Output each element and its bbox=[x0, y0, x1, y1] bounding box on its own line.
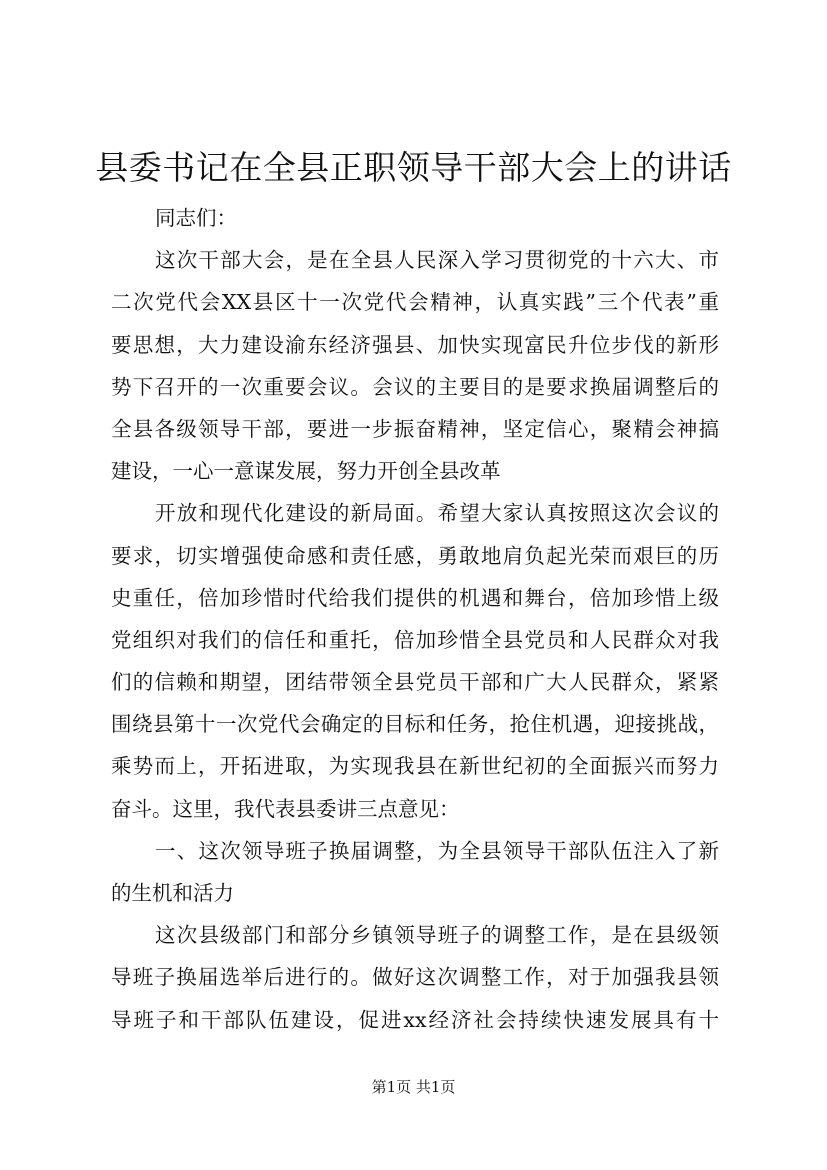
body-line: 奋斗。这里，我代表县委讲三点意见： bbox=[111, 796, 460, 821]
body-line: 开放和现代化建设的新局面。希望大家认真按照这次会议的 bbox=[155, 501, 719, 526]
body-line: 全县各级领导干部，要进一步振奋精神，坚定信心，聚精会神搞 bbox=[111, 416, 719, 441]
body-line: 要思想，大力建设渝东经济强县、加快实现富民升位步伐的新形 bbox=[111, 332, 719, 357]
body-line: 围绕县第十一次党代会确定的目标和任务，抢住机遇，迎接挑战， bbox=[111, 712, 719, 737]
document-body bbox=[111, 197, 719, 1041]
page-footer: 第1页 共1页 bbox=[371, 1078, 456, 1096]
body-line: 要求，切实增强使命感和责任感，勇敢地肩负起光荣而艰巨的历 bbox=[111, 543, 719, 568]
body-line: 这次县级部门和部分乡镇领导班子的调整工作，是在县级领 bbox=[155, 923, 719, 948]
body-line: 导班子和干部队伍建设，促进xx经济社会持续快速发展具有十 bbox=[111, 1007, 719, 1032]
body-line: 建设，一心一意谋发展，努力开创全县改革 bbox=[111, 459, 501, 484]
body-line: 史重任，倍加珍惜时代给我们提供的机遇和舞台，倍加珍惜上级 bbox=[111, 585, 719, 610]
body-line: 同志们： bbox=[155, 206, 237, 230]
document-title: 县委书记在全县正职领导干部大会上的讲话 bbox=[95, 148, 732, 187]
body-line: 导班子换届选举后进行的。做好这次调整工作，对于加强我县领 bbox=[111, 965, 719, 990]
body-line: 党组织对我们的信任和重托，倍加珍惜全县党员和人民群众对我 bbox=[111, 627, 719, 652]
body-line: 们的信赖和期望，团结带领全县党员干部和广大人民群众，紧紧 bbox=[111, 670, 719, 695]
body-line: 一、这次领导班子换届调整，为全县领导干部队伍注入了新 bbox=[155, 838, 719, 863]
body-line: 这次干部大会，是在全县人民深入学习贯彻党的十六大、市 bbox=[155, 248, 719, 273]
body-line: 的生机和活力 bbox=[111, 881, 234, 905]
body-line: 势下召开的一次重要会议。会议的主要目的是要求换届调整后的 bbox=[111, 374, 719, 399]
body-line: 乘势而上，开拓进取，为实现我县在新世纪初的全面振兴而努力 bbox=[111, 754, 719, 779]
body-line: 二次党代会XX县区十一次党代会精神，认真实践”三个代表”重 bbox=[111, 290, 719, 315]
